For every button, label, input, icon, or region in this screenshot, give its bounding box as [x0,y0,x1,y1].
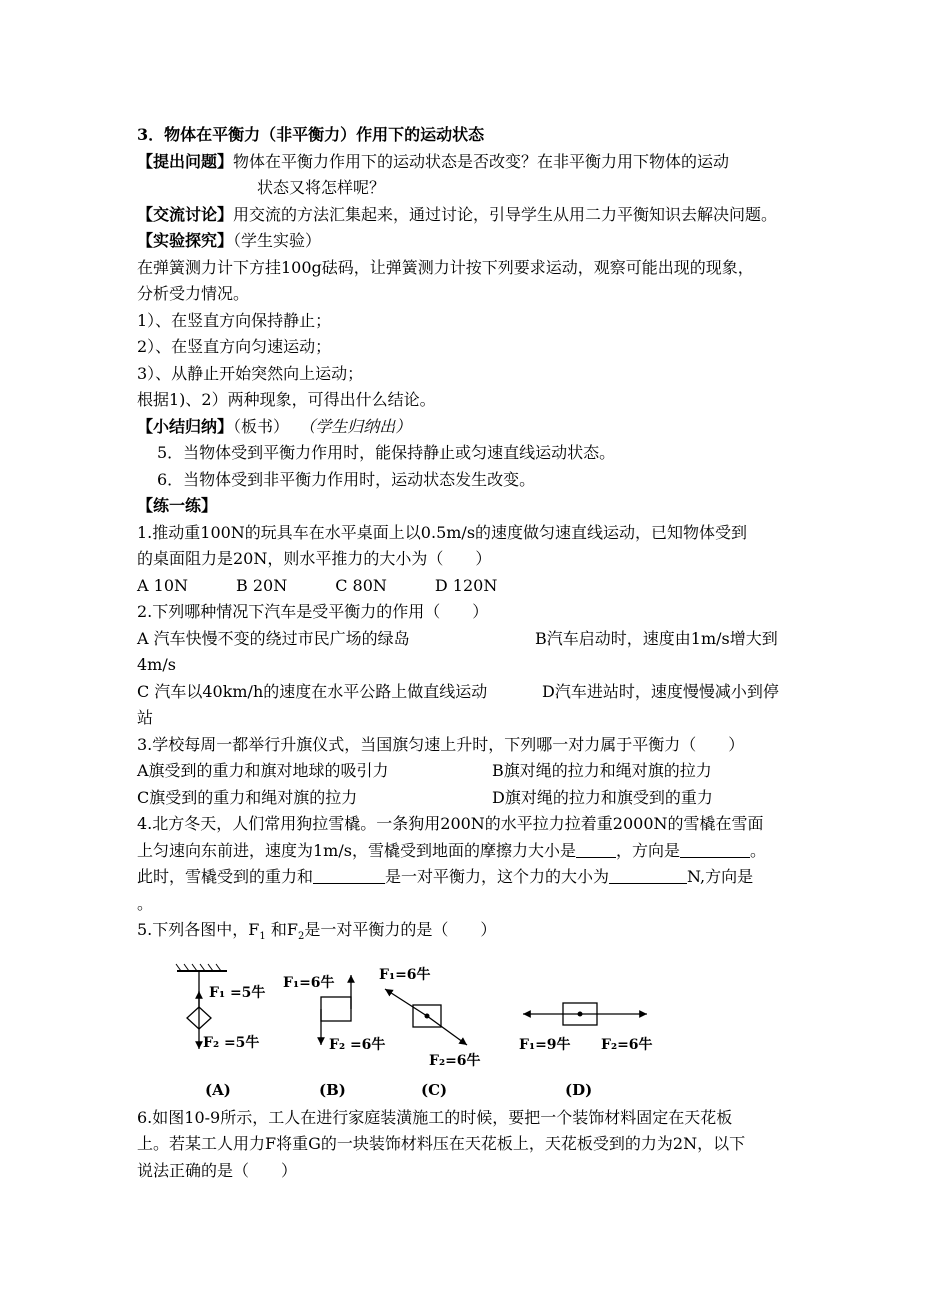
diagram-b-f2-label: F₂ =6牛 [329,1036,386,1053]
q3-row-1 [137,758,827,785]
q1-line-2: 的桌面阻力是20N，则水平推力的大小为（ ） [137,549,492,568]
question-line-1 [137,149,827,176]
q5-text: 5.下列各图中，F [137,920,260,939]
summary-note: （板书） [233,416,290,436]
q4-text: N,方向是 [687,867,754,886]
q3-stem: 3.学校每周一都举行升旗仪式，当国旗匀速上升时，下列哪一对力属于平衡力（ ） [137,734,745,754]
q6-line-1: 6.如图10-9所示，工人在进行家庭装潢施工的时候，要把一个装饰材料固定在天花板 [137,1107,733,1127]
q2-option-d: D汽车进站时，速度慢慢减小到停 [542,681,779,701]
experiment-line-1: 在弹簧测力计下方挂100g砝码，让弹簧测力计按下列要求运动，观察可能出现的现象， [137,257,754,277]
force-diagrams [167,963,707,1101]
diagram-b-f1-label: F₁=6牛 [283,974,335,991]
experiment-header [137,228,827,255]
q2-option-c: C 汽车以40km/h的速度在水平公路上做直线运动 [137,681,488,701]
answer-blank[interactable] [313,867,385,884]
discussion-line [137,202,827,229]
q4-line-2 [137,838,827,865]
summary-hint: （学生归纳出） [299,416,412,436]
q2-stem: 2.下列哪种情况下汽车是受平衡力的作用（ ） [137,602,489,621]
diagram-c-f2-label: F₂=6牛 [429,1052,481,1069]
q2-option-b: B汽车启动时，速度由1m/s增大到 [535,628,778,648]
practice-tag: 【练一练】 [137,496,218,515]
diagram-b [283,974,385,1099]
document-page [137,122,827,1184]
question-tag: 【提出问题】 [137,151,234,171]
experiment-note: （学生实验） [233,231,322,250]
q3-option-d: D旗对绳的拉力和旗受到的重力 [492,787,713,807]
diagram-d-f2-label: F₂=6牛 [601,1036,653,1053]
q4-text: 此时，雪橇受到的重力和 [137,867,314,886]
q3-option-b: B旗对绳的拉力和绳对旗的拉力 [492,761,712,780]
section-heading: 3．物体在平衡力（非平衡力）作用下的运动状态 [137,125,485,144]
q4-text: 。 [749,840,766,860]
summary-point: 6．当物体受到非平衡力作用时，运动状态发生改变。 [157,469,536,489]
diagram-a-caption: (A) [205,1080,231,1099]
q2-row-2 [137,679,827,706]
discussion-tag: 【交流讨论】 [137,204,234,224]
q5-subscript: 1 [259,931,266,943]
q5-subscript: 2 [297,931,305,943]
diagram-a-f1-label: F₁ =5牛 [209,984,266,1001]
summary-tag: 【小结归纳】 [137,416,234,436]
q1-options: A 10N B 20N C 80N D 120N [137,575,498,595]
q5-stem [137,917,827,951]
q3-option-a: A旗受到的重力和旗对地球的吸引力 [137,761,389,780]
experiment-step: 1）、在竖直方向保持静止； [137,310,332,330]
question-line-2: 状态又将怎样呢？ [257,178,386,197]
experiment-tag: 【实验探究】 [137,231,234,250]
q4-line-3 [137,864,827,891]
discussion-text: 用交流的方法汇集起来，通过讨论，引导学生从用二力平衡知识去解决问题。 [233,204,778,224]
summary-header [137,414,827,441]
experiment-step: 3）、从静止开始突然向上运动； [137,363,364,383]
diagram-d-caption: (D) [565,1080,593,1099]
q5-text: 和F [265,920,298,939]
q4-line-4: 。 [137,893,154,913]
q4-text: ，方向是 [615,840,680,860]
q4-text: 上匀速向东前进，速度为1m/s，雪橇受到地面的摩擦力大小是 [137,840,576,860]
q2-option-a: A 汽车快慢不变的绕过市民广场的绿岛 [137,628,410,648]
q1-line-1: 1.推动重100N的玩具车在水平桌面上以0.5m/s的速度做匀速直线运动，已知物体受到 [137,522,748,542]
q2-row-1 [137,626,827,653]
answer-blank[interactable] [609,867,687,884]
diagram-d-f1-label: F₁=9牛 [519,1036,571,1053]
q3-row-2 [137,785,827,812]
answer-blank[interactable] [576,841,616,858]
q6-line-3: 说法正确的是（ ） [137,1160,298,1180]
answer-blank[interactable] [680,841,750,858]
diagram-a-f2-label: F₂ =5牛 [203,1034,260,1051]
q4-text: 是一对平衡力，这个力的大小为 [385,867,610,886]
q6-line-2: 上。若某工人用力F将重G的一块装饰材料压在天花板上，天花板受到的力为2N，以下 [137,1134,746,1154]
diagram-a [176,964,265,1099]
diagram-c-caption: (C) [421,1080,448,1099]
diagram-c-f1-label: F₁=6牛 [379,966,431,983]
force-diagrams-svg [167,963,707,1101]
q3-option-c: C旗受到的重力和绳对旗的拉力 [137,787,358,807]
experiment-conclusion: 根据1)、2）两种现象，可得出什么结论。 [137,390,436,409]
diagram-d [519,1003,653,1099]
experiment-step: 2）、在竖直方向匀速运动； [137,337,332,356]
question-text: 物体在平衡力作用下的运动状态是否改变？在非平衡力用下物体的运动 [233,151,730,171]
diagram-b-caption: (B) [319,1080,346,1099]
q2-option-d-cont: 站 [137,708,154,727]
q2-option-b-cont: 4m/s [137,655,176,674]
q5-text: 是一对平衡力的是（ ） [304,920,497,939]
experiment-line-2: 分析受力情况。 [137,284,250,303]
summary-point: 5．当物体受到平衡力作用时，能保持静止或匀速直线运动状态。 [157,443,616,462]
q4-line-1: 4.北方冬天，人们常用狗拉雪橇。一条狗用200N的水平拉力拉着重2000N的雪橇在雪面 [137,814,764,833]
diagram-c [379,966,481,1099]
